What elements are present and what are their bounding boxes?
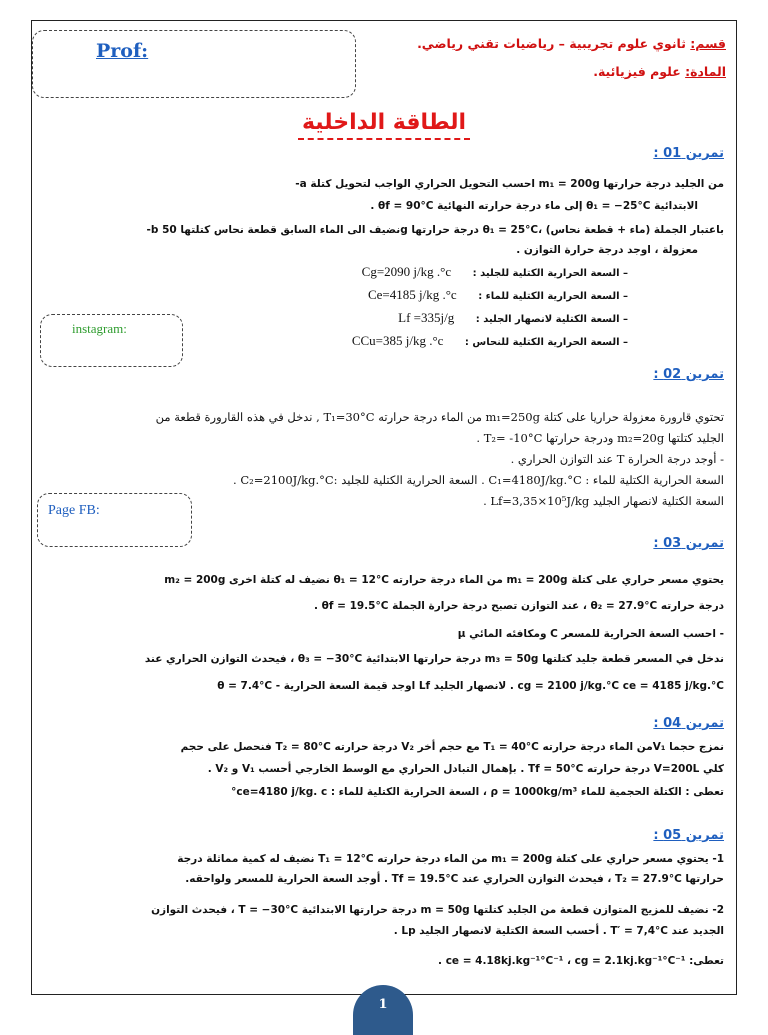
page-number: 1 <box>378 997 388 1012</box>
exercise-5-line: تعطى: ce = 4.18kj.kg⁻¹°C⁻¹ ، cg = 2.1kj.kg⁻¹°C⁻¹ . <box>438 955 724 967</box>
constant-label: – السعة الحرارية الكتلية للجليد : <box>472 268 628 279</box>
exercise-4-heading: تمرين 04 : <box>653 716 724 731</box>
exercise-3-line: يحتوي مسعر حراري على كتلة m₁ = 200g من الماء درجة حرارته θ₁ = 12°C نضيف له كتلة اخرى m₂ = 200g <box>164 574 724 586</box>
section-label: قسم: <box>690 36 726 51</box>
constant-value: Lf =335j/g <box>398 310 455 325</box>
constant-row <box>398 310 628 326</box>
prof-label: Prof: <box>96 40 149 62</box>
prof-box <box>32 30 356 98</box>
exercise-1-line: معزولة ، اوجد درجة حرارة التوازن . <box>516 244 698 256</box>
subject-line <box>593 64 726 79</box>
exercise-3-line: درجة حرارته θ₂ = 27.9°C ، عند التوازن تصبح درجة حرارة الجملة θf = 19.5°C . <box>314 600 724 612</box>
exercise-5-heading: تمرين 05 : <box>653 828 724 843</box>
constant-row <box>362 264 628 280</box>
exercise-3-line: ندخل في المسعر قطعة جليد كتلتها m₃ = 50g درجة حرارتها الابتدائية θ₃ = −30°C ، فيحدث التوازن الحراري عند <box>144 653 724 665</box>
constant-label: – السعة الحرارية الكتلية للنحاس : <box>464 337 628 348</box>
exercise-5-line: 1- يحتوي مسعر حراري على كتلة m₁ = 200g من الماء درجة حرارته T₁ = 12°C نضيف له كمية مماثلة درجة <box>177 853 724 865</box>
constant-value: Cg=2090 j/kg .°c <box>361 264 452 279</box>
subject-label: المادة: <box>685 64 726 79</box>
constant-label: – السعة الكتلية لانصهار الجليد : <box>475 314 628 325</box>
exercise-5-line: 2- نضيف للمزيج المتوازن قطعة من الجليد كتلتها m = 50g درجة حرارتها الابتدائية T = −30°C ، فيحدث التوازن <box>151 904 724 916</box>
section-line <box>417 36 726 51</box>
exercise-4-line: نمزج حجما V₁من الماء درجة حرارته T₁ = 40°C مع حجم أخر V₂ درجة حرارته T₂ = 80°C فنحصل على حجم <box>180 741 724 753</box>
exercise-1-heading: تمرين 01 : <box>653 146 724 161</box>
section-value: ثانوي علوم تجريبية – رياضيات تقني رياضي. <box>417 36 686 51</box>
page-title: الطاقة الداخلية <box>298 110 470 140</box>
exercise-1-line: -b نضيف الى الماء السابق قطعة نحاس كتلتها 50g درجة حرارتها θ₁ = 25°C، باعتبار الجملة (ماء + قطعة نحاس) <box>146 224 724 236</box>
exercise-1-line: الابتدائية θ₁ = −25°C إلى ماء درجة حرارته النهائية θf = 90°C . <box>370 200 698 212</box>
exercise-5-line: الجديد عند T′ = 7,4°C . أحسب السعة الكتلية لانصهار الجليد Lp . <box>393 925 724 937</box>
exercise-2-heading: تمرين 02 : <box>653 367 724 382</box>
exercise-2-line: السعة الكتلية لانصهار الجليد Lf=3,35×10⁵J/kg . <box>483 494 724 508</box>
exercise-1-line: -a احسب التحويل الحراري الواجب لتحويل كتلة m₁ = 200g من الجليد درجة حرارتها <box>295 178 724 190</box>
page-title-wrap <box>0 110 768 135</box>
constant-value: Ce=4185 j/kg .°c <box>367 287 457 302</box>
exercise-4-line: تعطى : الكتلة الحجمية للماء ρ = 1000kg/m³ ، السعة الحرارية الكتلية للماء : ce=4180 j/kg. c° <box>231 786 724 798</box>
exercise-2-line: تحتوي قارورة معزولة حراريا على كتلة m₁=250g من الماء درجة حرارته T₁=30°C , ندخل في هذه القارورة قطعة من <box>155 410 724 424</box>
constant-label: – السعة الحرارية الكتلية للماء : <box>478 291 628 302</box>
constant-row <box>368 287 628 303</box>
constant-value: CCu=385 j/kg .°c <box>351 333 444 348</box>
exercise-5-line: حرارتها T₂ = 27.9°C ، فيحدث التوازن الحراري عند Tf = 19.5°C . أوجد السعة الحرارية للمسعر ولواحقه. <box>185 873 724 885</box>
exercise-3-heading: تمرين 03 : <box>653 536 724 551</box>
exercise-3-line: θ = 7.4°C - اوجد قيمة السعة الحرارية Lf لانصهار الجليد . cg = 2100 j/kg.°C ce = 4185 j/kg.°C <box>217 680 724 692</box>
facebook-box <box>37 493 192 547</box>
exercise-2-line: السعة الحرارية الكتلية للماء : C₁=4180J/kg.°C . السعة الحرارية الكتلية للجليد :C₂=2100J/kg.°C . <box>233 473 724 487</box>
exercise-4-line: كلي V=200L درجة حرارته Tf = 50°C . بإهمال التبادل الحراري مع الوسط الخارجي أحسب V₁ و V₂ . <box>207 763 724 775</box>
instagram-label: instagram: <box>72 321 127 336</box>
exercise-2-line: الجليد كتلتها m₂=20g ودرجة حرارتها T₂= -10°C . <box>476 431 724 445</box>
exercise-2-line: - أوجد درجة الحرارة T عند التوازن الحراري . <box>510 452 724 466</box>
exercise-3-line: - احسب السعة الحرارية للمسعر C ومكافئه المائي μ <box>457 628 724 640</box>
subject-value: علوم فيزيائية. <box>593 64 681 79</box>
facebook-label: Page FB: <box>48 503 100 518</box>
constant-row <box>352 333 628 349</box>
